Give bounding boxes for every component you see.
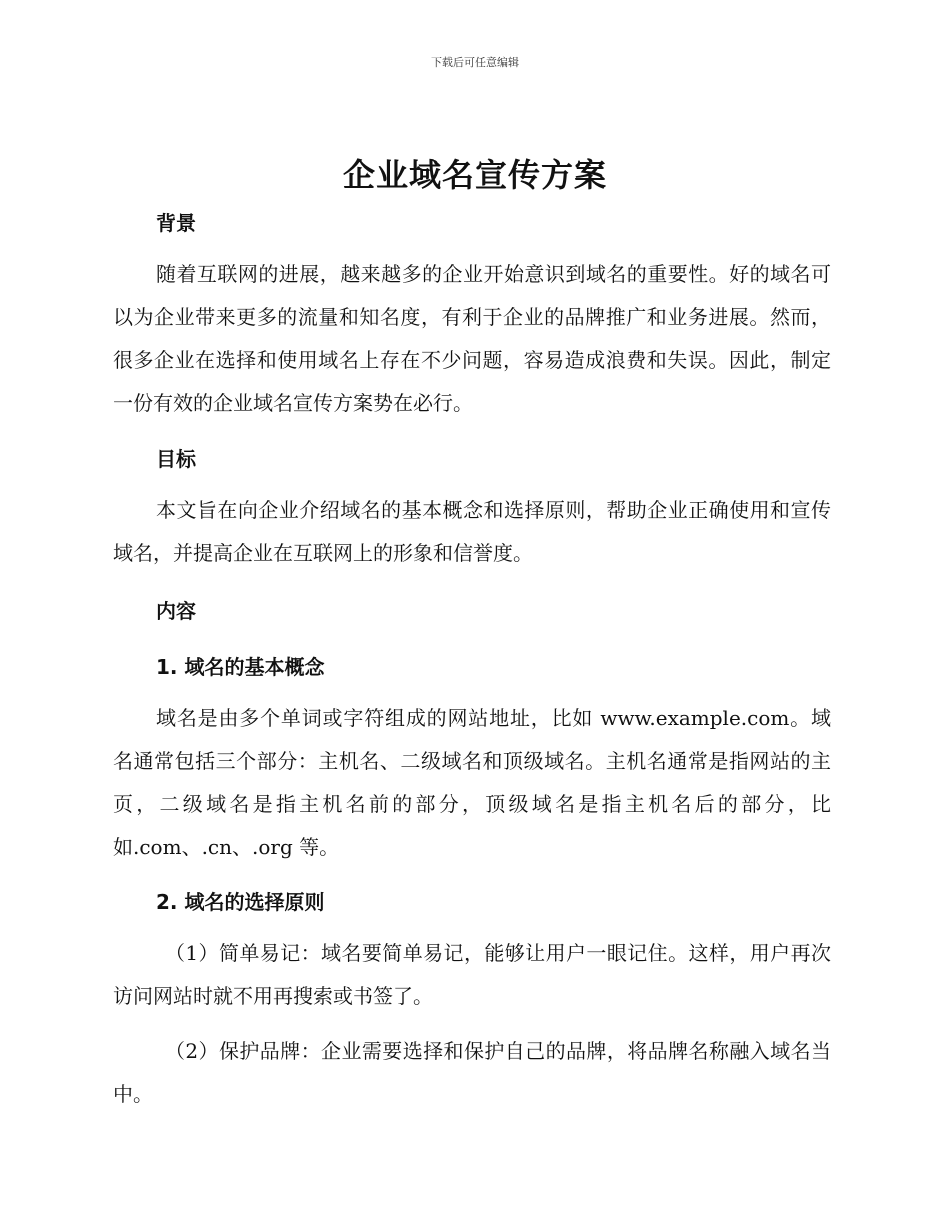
document-title: 企业域名宣传方案 bbox=[342, 156, 607, 194]
heading-domain-principles: 2. 域名的选择原则 bbox=[156, 890, 325, 914]
heading-domain-concept: 1. 域名的基本概念 bbox=[156, 655, 325, 679]
list-item-easy-to-remember: （1）简单易记：域名要简单易记，能够让用户一眼记住。这样，用户再次访问网站时就不用再搜索或书签了。 bbox=[113, 941, 831, 1008]
paragraph-domain-concept: 域名是由多个单词或字符组成的网站地址，比如 www.example.com。域名通常包括三个部分：主机名、二级域名和顶级域名。主机名通常是指网站的主页，二级域名是指主机名前的部分，顶级域名是指主机名后的部分，比如.com、.cn、.org 等。 bbox=[113, 706, 831, 859]
heading-background: 背景 bbox=[156, 211, 196, 235]
heading-content: 内容 bbox=[156, 599, 196, 623]
paragraph-background: 随着互联网的进展，越来越多的企业开始意识到域名的重要性。好的域名可以为企业带来更多的流量和知名度，有利于企业的品牌推广和业务进展。然而，很多企业在选择和使用域名上存在不少问题，容易造成浪费和失误。因此，制定一份有效的企业域名宣传方案势在必行。 bbox=[113, 262, 831, 415]
paragraph-goal: 本文旨在向企业介绍域名的基本概念和选择原则，帮助企业正确使用和宣传域名，并提高企业在互联网上的形象和信誉度。 bbox=[113, 498, 831, 565]
list-item-protect-brand: （2）保护品牌：企业需要选择和保护自己的品牌，将品牌名称融入域名当中。 bbox=[113, 1039, 831, 1106]
header-note: 下载后可任意编辑 bbox=[431, 56, 519, 69]
heading-goal: 目标 bbox=[156, 447, 196, 471]
